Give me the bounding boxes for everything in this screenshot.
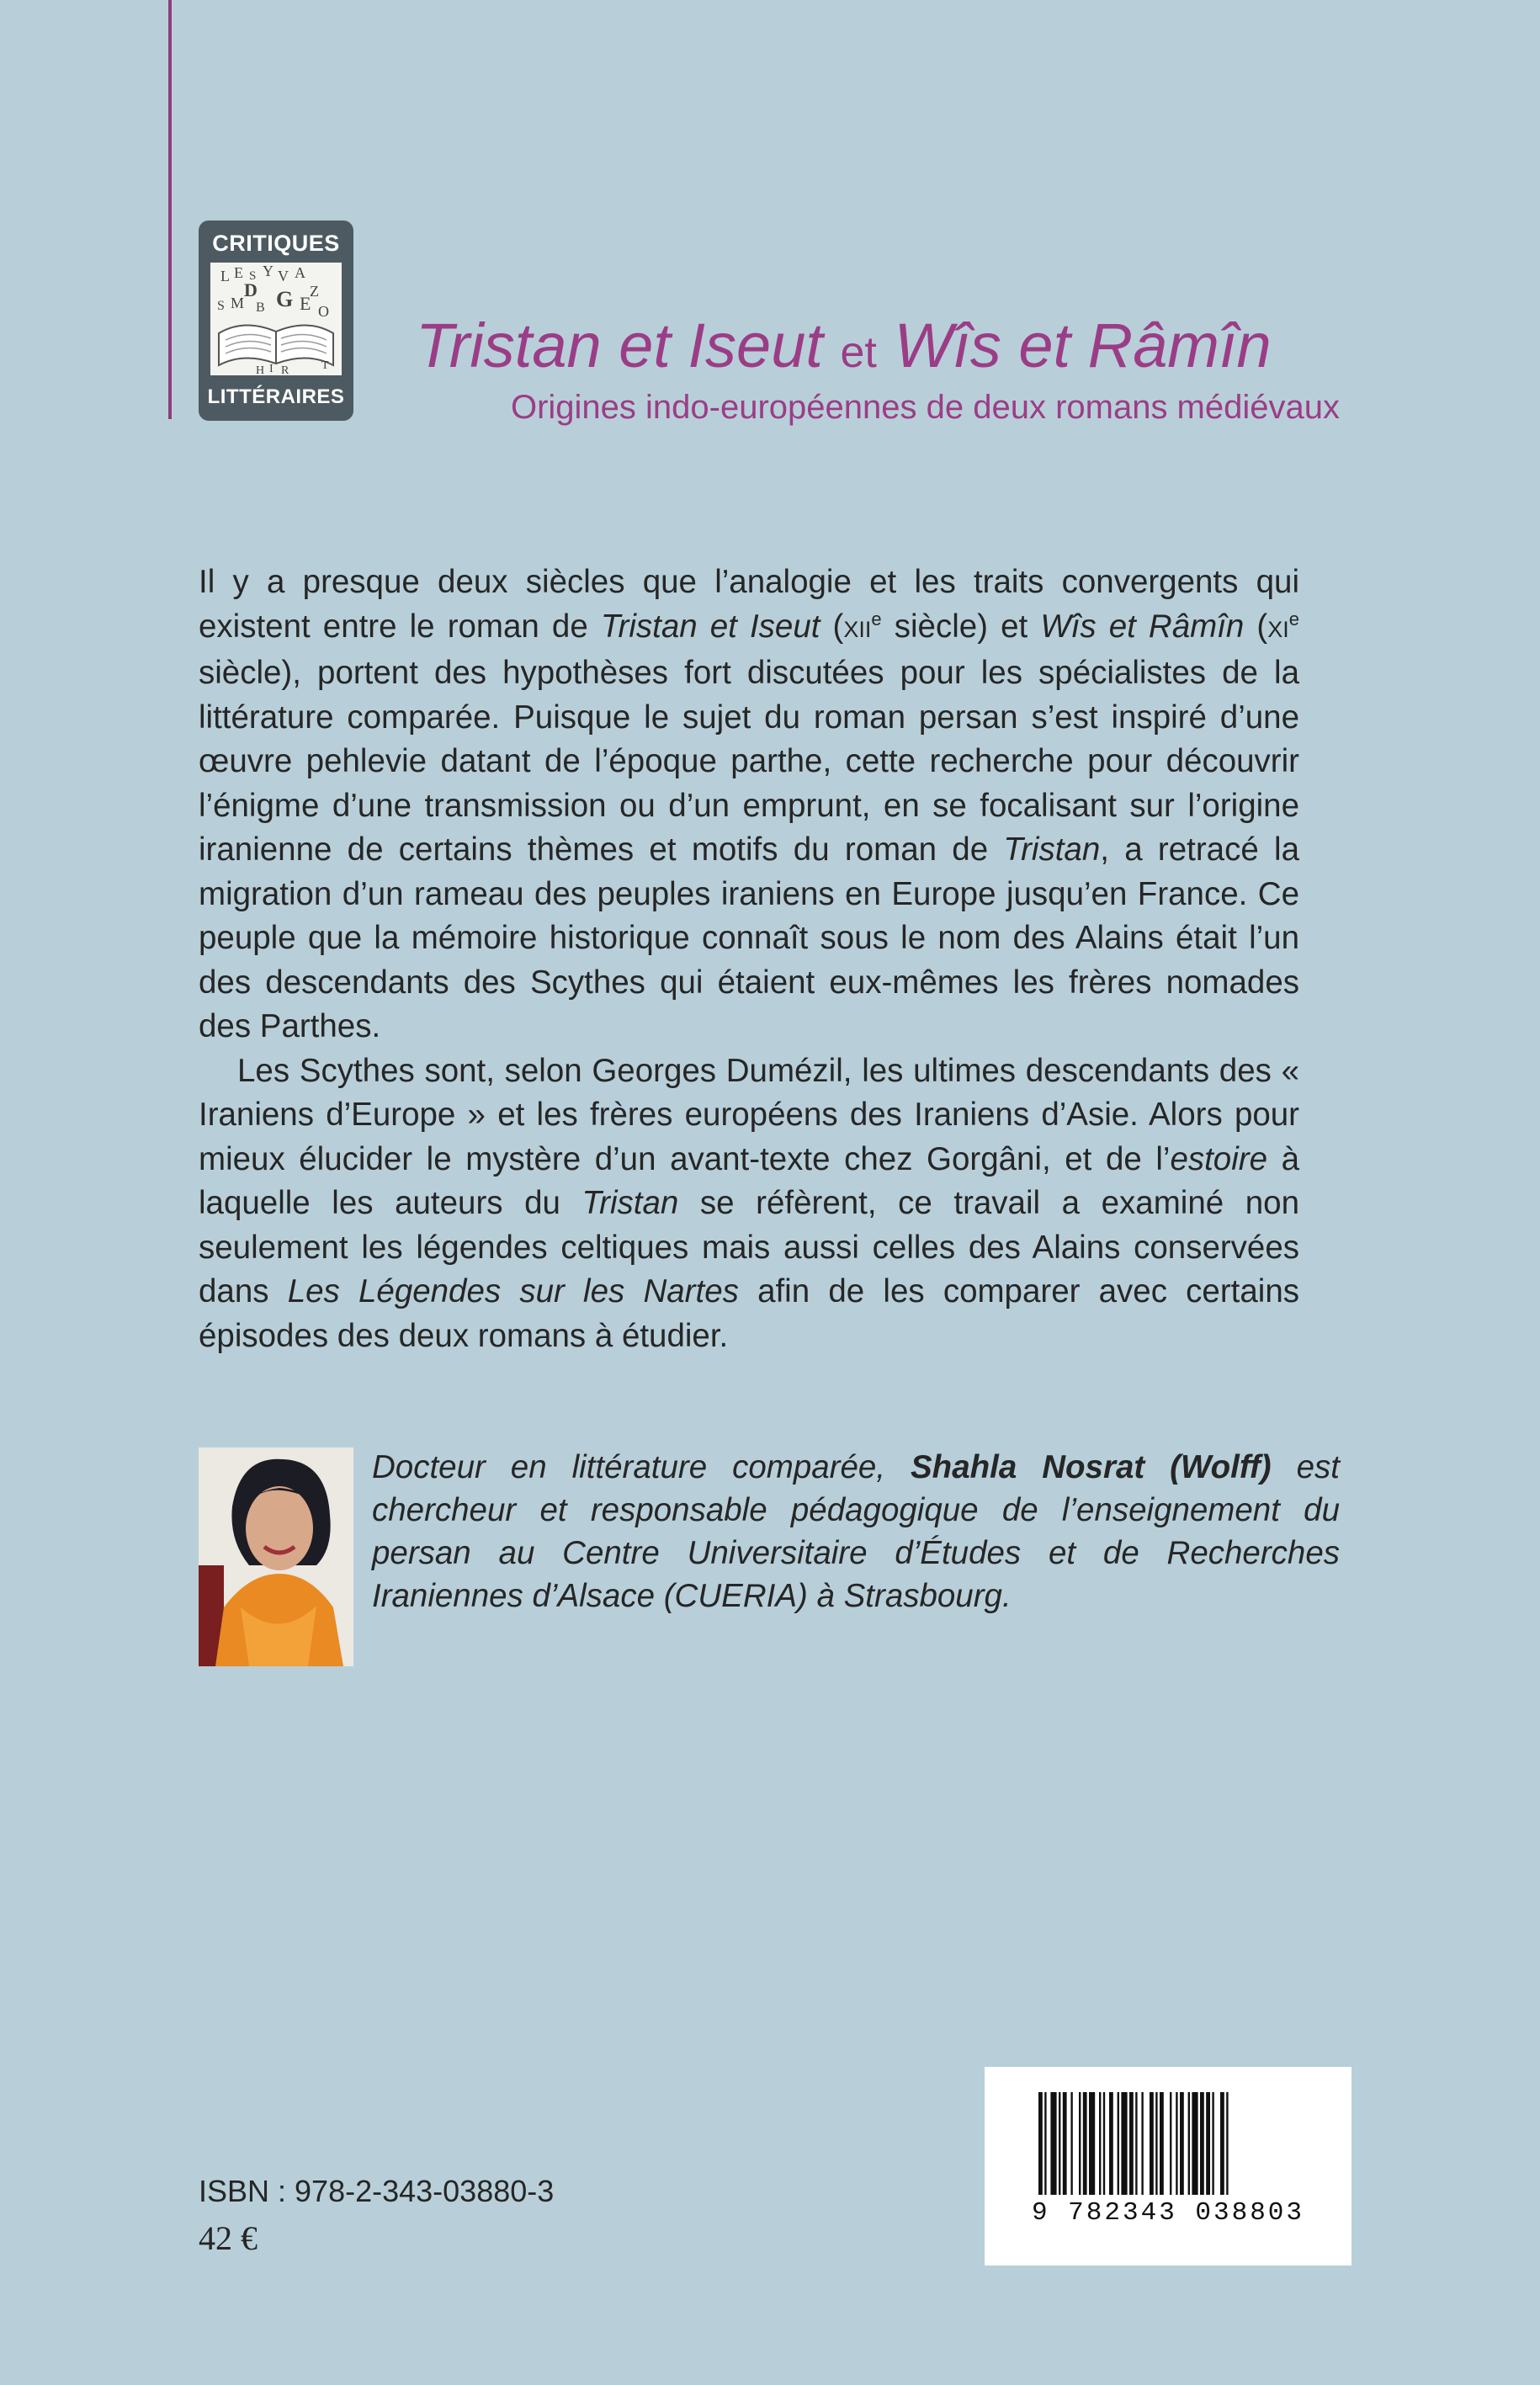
svg-text:Z: Z [310,283,319,300]
barcode-number: 9 782343 038803 [1031,2198,1305,2228]
summary-text: ( [820,608,844,645]
barcode-bar [1083,2092,1087,2195]
barcode-bar [1129,2092,1134,2195]
barcode-bar [1150,2092,1154,2195]
summary-text: ( [1244,608,1268,645]
barcode-bar [1089,2092,1095,2195]
barcode-bar [1109,2092,1113,2195]
series-logo-top-text: CRITIQUES [212,231,340,256]
barcode-bar [1063,2092,1067,2195]
summary-text: afin de les comparer avec certains épisodes des deux romans à étudier. [199,1273,1299,1354]
summary-italic: Tristan et Iseut [600,608,820,645]
barcode-bar [1155,2092,1157,2195]
svg-text:D: D [244,279,258,300]
summary-italic: Tristan [581,1185,679,1221]
barcode-bar [1220,2092,1224,2195]
bio-text: Docteur en littérature comparée, [372,1449,911,1485]
isbn-text: ISBN : 978-2-343-03880-3 [199,2174,555,2208]
barcode-bar [1226,2092,1228,2195]
svg-text:E: E [300,293,311,314]
svg-text:H: H [256,364,265,375]
barcode-bar [1103,2092,1105,2195]
svg-text:O: O [318,303,329,320]
summary-text: Les Scythes sont, selon Georges Dumézil, les ultimes descendants des « Iraniens d’Europe » et les frères européens des Iraniens d’Asie. Alors pour mieux élucider le mystère d’un avant-texte chez Gorgâni, et de l’ [199,1052,1299,1177]
svg-text:L: L [220,268,230,284]
summary-paragraph-1 [199,560,1299,1049]
barcode-bar [1050,2092,1056,2195]
barcode-bar [1170,2092,1171,2195]
summary-text: siècle), portent des hypothèses fort discutées pour les spécialistes de la littérature comparée. Puisque le sujet du roman persan s’est inspiré d’une œuvre pehlevie datant de l’époque parthe, cette recherche pour découvrir l’énigme d’une transmission ou d’un emprunt, en se focalisant sur l’origine iranienne de certains thèmes et motifs du roman de [199,655,1299,868]
barcode-bar [1135,2092,1137,2195]
barcode-bar [1079,2092,1081,2195]
barcode-bar [1141,2092,1143,2195]
svg-text:G: G [276,287,294,311]
barcode-bar [1038,2092,1043,2195]
svg-text:T: T [321,359,329,372]
barcode-bar [1099,2092,1101,2195]
barcode-bar [1059,2092,1060,2195]
summary-italic: Wîs et Râmîn [1040,608,1245,645]
bio-text: est chercheur et responsable pédagogique de l’enseignement du persan au Centre Universitaire d’Études et de Recherches Iraniennes d’Alsace (CUERIA) à Strasbourg. [372,1449,1340,1614]
series-logo-bottom-text: LITTÉRAIRES [207,385,345,408]
barcode-bar [1212,2092,1213,2195]
century-suffix: e [871,608,882,629]
svg-text:I: I [269,363,273,375]
summary-italic: Les Légendes sur les Nartes [287,1273,739,1309]
barcode-bar [1070,2092,1072,2195]
svg-text:B: B [256,300,265,315]
barcode-bar [1188,2092,1190,2195]
decorative-vertical-line [168,0,172,419]
svg-text:E: E [234,264,243,281]
barcode-bar [1160,2092,1164,2195]
barcode-bar [1200,2092,1204,2195]
century-suffix: e [1288,608,1299,629]
barcode-bar [1044,2092,1046,2195]
century-numeral: XI [1267,616,1289,642]
svg-text:S: S [217,299,225,313]
summary-italic: Tristan [1003,831,1101,868]
svg-text:M: M [231,295,245,311]
barcode [985,2067,1351,2265]
back-cover-summary [199,560,1299,1358]
svg-text:V: V [278,268,289,284]
author-name: Shahla Nosrat (Wolff) [911,1449,1272,1485]
summary-text: siècle) et [881,608,1041,645]
series-logo [199,220,353,421]
svg-text:Y: Y [263,263,273,279]
price-text: 42 € [199,2219,258,2257]
book-title [416,308,1426,390]
svg-text:R: R [281,364,289,375]
title-connector: et [840,328,877,377]
summary-text: à laquelle les auteurs du [199,1140,1300,1221]
summary-text: Il y a presque deux siècles que l’analogie et les traits convergents qui existent entre le roman de [199,564,1299,645]
century-numeral: XII [843,616,872,642]
barcode-bar [1180,2092,1184,2195]
title-part-2: Wîs et Râmîn [894,311,1272,380]
author-biography [372,1446,1340,1617]
book-subtitle: Origines indo-européennes de deux romans médiévaux [510,389,1340,426]
barcode-bar [1206,2092,1210,2195]
svg-text:A: A [295,264,305,281]
summary-paragraph-2 [199,1049,1299,1359]
summary-text: , a retracé la migration d’un rameau des peuples iraniens en Europe jusqu’en France. Ce peuple que la mémoire historique connaît sous le nom des Alains était l’un des descendants des Scythes qui étaient eux-mêmes les frères nomades des Parthes. [199,831,1299,1044]
barcode-bar [1176,2092,1177,2195]
barcode-bar [1118,2092,1119,2195]
open-book-letters-icon [210,263,342,375]
barcode-bar [1121,2092,1127,2195]
barcode-bar [1192,2092,1197,2195]
svg-text:S: S [249,269,257,283]
summary-text: se réfèrent, ce travail a examiné non seulement les légendes celtiques mais aussi celles des Alains conservées dans [199,1185,1299,1309]
title-part-1: Tristan et Iseut [416,311,823,380]
summary-italic: estoire [1170,1140,1268,1177]
author-photo [199,1447,353,1666]
